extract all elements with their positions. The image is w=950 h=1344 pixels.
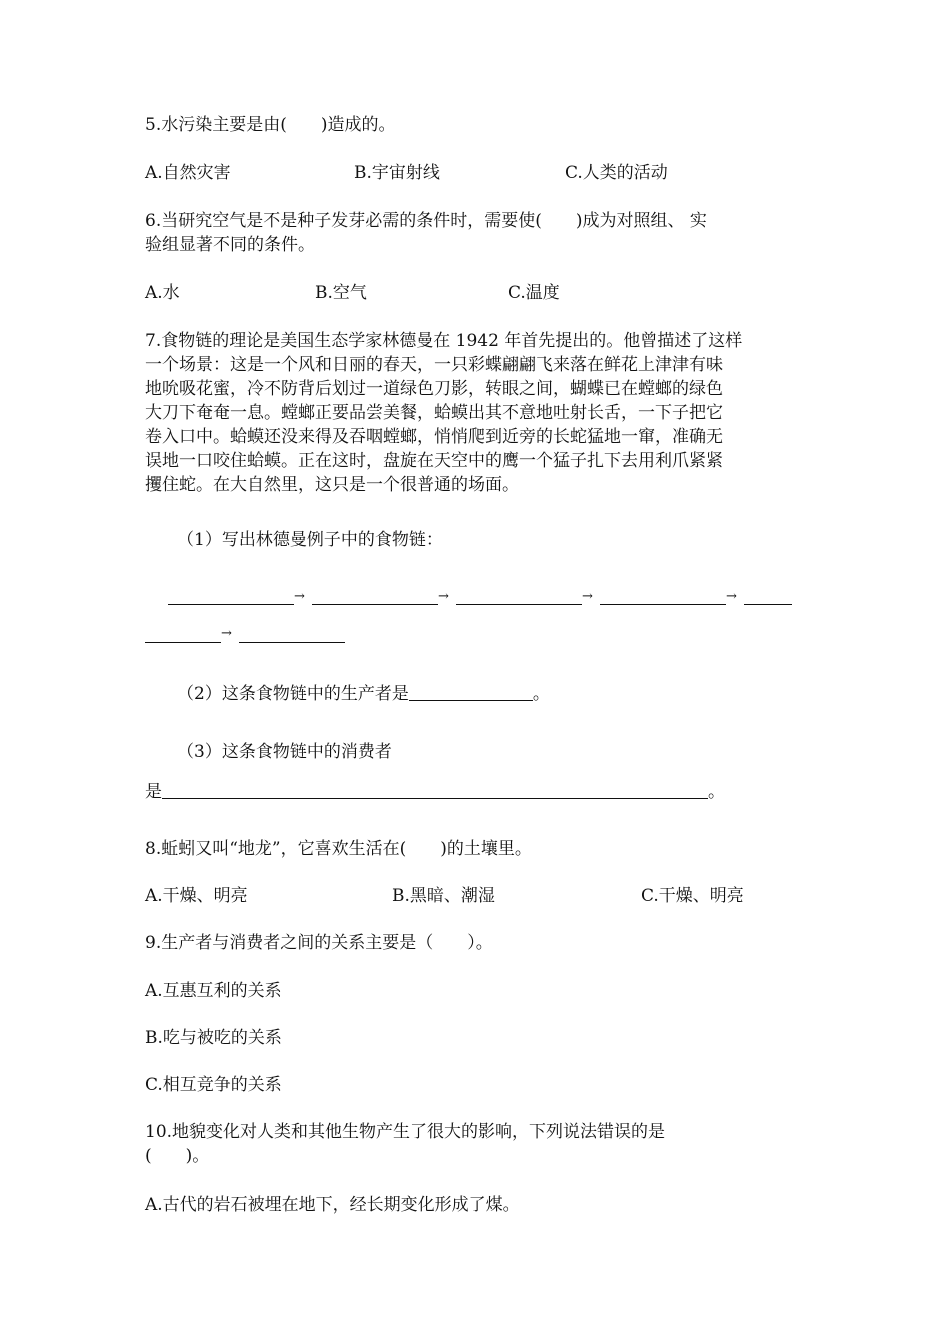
q10-stem-line-2: ( )。 bbox=[145, 1146, 210, 1166]
q6-option-a: A.水 bbox=[145, 283, 180, 303]
q7-sub2-end: 。 bbox=[532, 684, 550, 704]
food-chain-blank-5-end[interactable] bbox=[145, 642, 221, 643]
producer-blank[interactable] bbox=[409, 680, 533, 701]
q8-stem: 8.蚯蚓又叫“地龙”，它喜欢生活在( )的土壤里。 bbox=[145, 839, 532, 859]
arrow-icon: → bbox=[438, 589, 449, 604]
arrow-icon: → bbox=[294, 589, 305, 604]
q7-passage-line-7: 攫住蛇。在大自然里，这只是一个很普通的场面。 bbox=[145, 475, 519, 495]
q7-sub2 bbox=[177, 680, 550, 706]
q9-option-c: C.相互竞争的关系 bbox=[145, 1075, 282, 1095]
food-chain-blank-5-start[interactable] bbox=[744, 604, 792, 605]
q7-sub2-text: （2）这条食物链中的生产者是 bbox=[177, 684, 409, 704]
food-chain-blank-1[interactable] bbox=[168, 604, 294, 605]
q7-passage-line-3: 地吮吸花蜜，冷不防背后划过一道绿色刀影，转眼之间，蝴蝶已在螳螂的绿色 bbox=[145, 379, 723, 399]
arrow-icon: → bbox=[582, 589, 593, 604]
q10-stem-line-1: 10.地貌变化对人类和其他生物产生了很大的影响，下列说法错误的是 bbox=[145, 1122, 666, 1142]
q8-option-c: C.干燥、明亮 bbox=[641, 886, 744, 906]
q5-option-a: A.自然灾害 bbox=[145, 163, 231, 183]
q5-option-b: B.宇宙射线 bbox=[354, 163, 440, 183]
food-chain-blank-6[interactable] bbox=[239, 642, 345, 643]
food-chain-blank-3[interactable] bbox=[456, 604, 582, 605]
q9-option-a: A.互惠互利的关系 bbox=[145, 981, 282, 1001]
q9-stem: 9.生产者与消费者之间的关系主要是（ ）。 bbox=[145, 933, 493, 953]
food-chain-blank-4[interactable] bbox=[600, 604, 726, 605]
q5-option-c: C.人类的活动 bbox=[565, 163, 668, 183]
q7-passage-line-2: 一个场景：这是一个风和日丽的春天，一只彩蝶翩翩飞来落在鲜花上津津有味 bbox=[145, 355, 723, 375]
q5-stem: 5.水污染主要是由( )造成的。 bbox=[145, 115, 396, 135]
q7-sub1: （1）写出林德曼例子中的食物链： bbox=[177, 530, 443, 550]
q7-sub3-end: 。 bbox=[708, 782, 725, 802]
q7-passage-line-4: 大刀下奄奄一息。螳螂正要品尝美餐，蛤蟆出其不意地吐射长舌，一下子把它 bbox=[145, 403, 723, 423]
q7-passage-line-1: 7.食物链的理论是美国生态学家林德曼在 1942 年首先提出的。他曾描述了这样 bbox=[145, 331, 743, 351]
q8-option-a: A.干燥、明亮 bbox=[145, 886, 248, 906]
q8-option-b: B.黑暗、潮湿 bbox=[392, 886, 495, 906]
q7-sub3: （3）这条食物链中的消费者 bbox=[177, 742, 392, 762]
q7-passage-line-5: 卷入口中。蛤蟆还没来得及吞咽螳螂，悄悄爬到近旁的长蛇猛地一窜，准确无 bbox=[145, 427, 723, 447]
arrow-icon: → bbox=[221, 626, 232, 641]
q6-stem-line-2: 验组显著不同的条件。 bbox=[145, 235, 315, 255]
q6-option-b: B.空气 bbox=[315, 283, 367, 303]
arrow-icon: → bbox=[726, 589, 737, 604]
q9-option-b: B.吃与被吃的关系 bbox=[145, 1028, 282, 1048]
consumer-blank[interactable] bbox=[162, 778, 708, 799]
food-chain-blank-2[interactable] bbox=[312, 604, 438, 605]
q10-option-a: A.古代的岩石被埋在地下，经长期变化形成了煤。 bbox=[145, 1195, 520, 1215]
q6-stem-line-1: 6.当研究空气是不是种子发芽必需的条件时，需要使( )成为对照组、 实 bbox=[145, 211, 707, 231]
q6-option-c: C.温度 bbox=[508, 283, 560, 303]
q7-passage-line-6: 误地一口咬住蛤蟆。正在这时，盘旋在天空中的鹰一个猛子扎下去用利爪紧紧 bbox=[145, 451, 723, 471]
q7-sub3-prefix: 是 bbox=[145, 782, 162, 802]
q7-sub3-answer-line bbox=[145, 778, 725, 804]
